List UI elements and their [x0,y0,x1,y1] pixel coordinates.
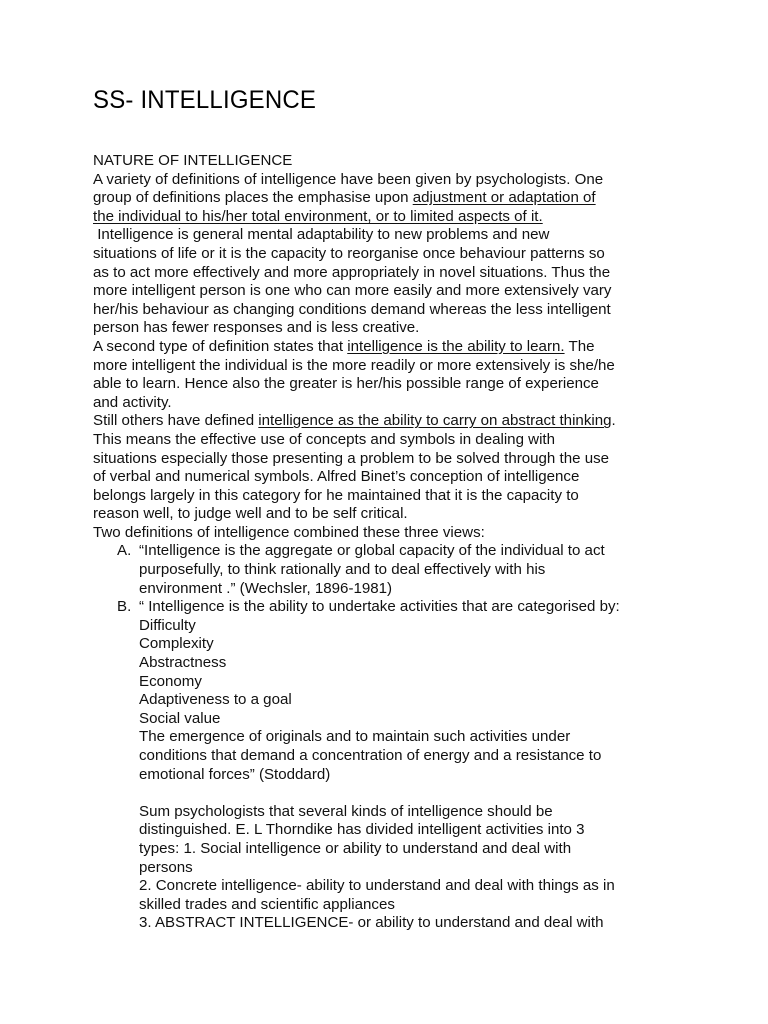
underlined-phrase: the individual to his/her total environment, or to limited aspects of it. [93,207,543,225]
text-line: Adaptiveness to a goal [139,691,292,709]
text-line: Complexity [139,635,214,653]
text-line: Social value [139,709,221,727]
paragraph-2 [93,226,683,338]
text-line: A second type of definition states that [93,337,348,355]
paragraph-1 [93,171,683,227]
text-line: 3. ABSTRACT INTELLIGENCE- or ability to understand and deal with [139,914,604,932]
underlined-phrase: adjustment or adaptation of [412,189,596,207]
text-line: situations especially those presenting a problem to be solved through the use [93,449,610,467]
text-line: situations of life or it is the capacity to reorganise once behaviour patterns so [93,244,605,262]
document-body [93,152,683,933]
text-line: and activity. [93,393,172,411]
text-line: . [611,412,616,430]
text-line: purposefully, to think rationally and to deal effectively with his [139,561,546,579]
text-line: This means the effective use of concepts and symbols in dealing with [93,430,556,448]
text-line: more intelligent the individual is the more readily or more extensively is she/he [93,356,615,374]
text-line: group of definitions places the emphasise upon [93,189,413,207]
text-line: her/his behaviour as changing conditions demand whereas the less intelligent [93,300,611,318]
blank-line [93,784,683,803]
text-line: persons [139,858,193,876]
text-line: skilled trades and scientific appliances [139,895,395,913]
text-line: types: 1. Social intelligence or ability to understand and deal with [139,839,572,857]
document-title: SS- INTELLIGENCE [93,86,317,114]
text-line: emotional forces” (Stoddard) [139,765,331,783]
text-line: reason well, to judge well and to be self critical. [93,505,408,523]
list-item-a [93,542,683,598]
text-line: Economy [139,672,202,690]
underlined-phrase: intelligence is the ability to learn. [347,337,565,355]
text-line: Intelligence is general mental adaptability to new problems and new [93,226,550,244]
text-line: The emergence of originals and to maintain such activities under [139,728,571,746]
paragraph-5: Two definitions of intelligence combined these three views: [93,523,485,541]
text-line: Sum psychologists that several kinds of intelligence should be [139,802,553,820]
paragraph-4 [93,412,683,524]
text-line: more intelligent person is one who can more easily and more extensively vary [93,282,612,300]
underlined-phrase: intelligence as the ability to carry on abstract thinking [258,412,612,430]
text-line: Still others have defined [93,412,259,430]
text-line: 2. Concrete intelligence- ability to understand and deal with things as in [139,877,615,895]
text-line: Abstractness [139,654,227,672]
paragraph-3 [93,338,683,412]
text-line: person has fewer responses and is less creative. [93,319,420,337]
text-line: Difficulty [139,616,196,634]
list-item-b [93,598,683,784]
text-line: of verbal and numerical symbols. Alfred Binet’s conception of intelligence [93,468,580,486]
text-line: belongs largely in this category for he maintained that it is the capacity to [93,486,579,504]
paragraph-6 [93,803,683,933]
text-line: The [564,337,595,355]
list-marker: B. [117,598,132,616]
text-line: distinguished. E. L Thorndike has divided intelligent activities into 3 [139,821,585,839]
text-line: conditions that demand a concentration of energy and a resistance to [139,747,602,764]
text-line: environment .” (Wechsler, 1896-1981) [139,579,393,597]
text-line: “ Intelligence is the ability to undertake activities that are categorised by: [139,598,620,616]
list-marker: A. [117,542,132,560]
text-line: “Intelligence is the aggregate or global capacity of the individual to act [139,542,605,560]
section-heading: NATURE OF INTELLIGENCE [93,152,293,169]
text-line: A variety of definitions of intelligence have been given by psychologists. One [93,170,604,188]
text-line: as to act more effectively and more appropriately in novel situations. Thus the [93,263,611,281]
text-line: able to learn. Hence also the greater is her/his possible range of experience [93,375,599,393]
